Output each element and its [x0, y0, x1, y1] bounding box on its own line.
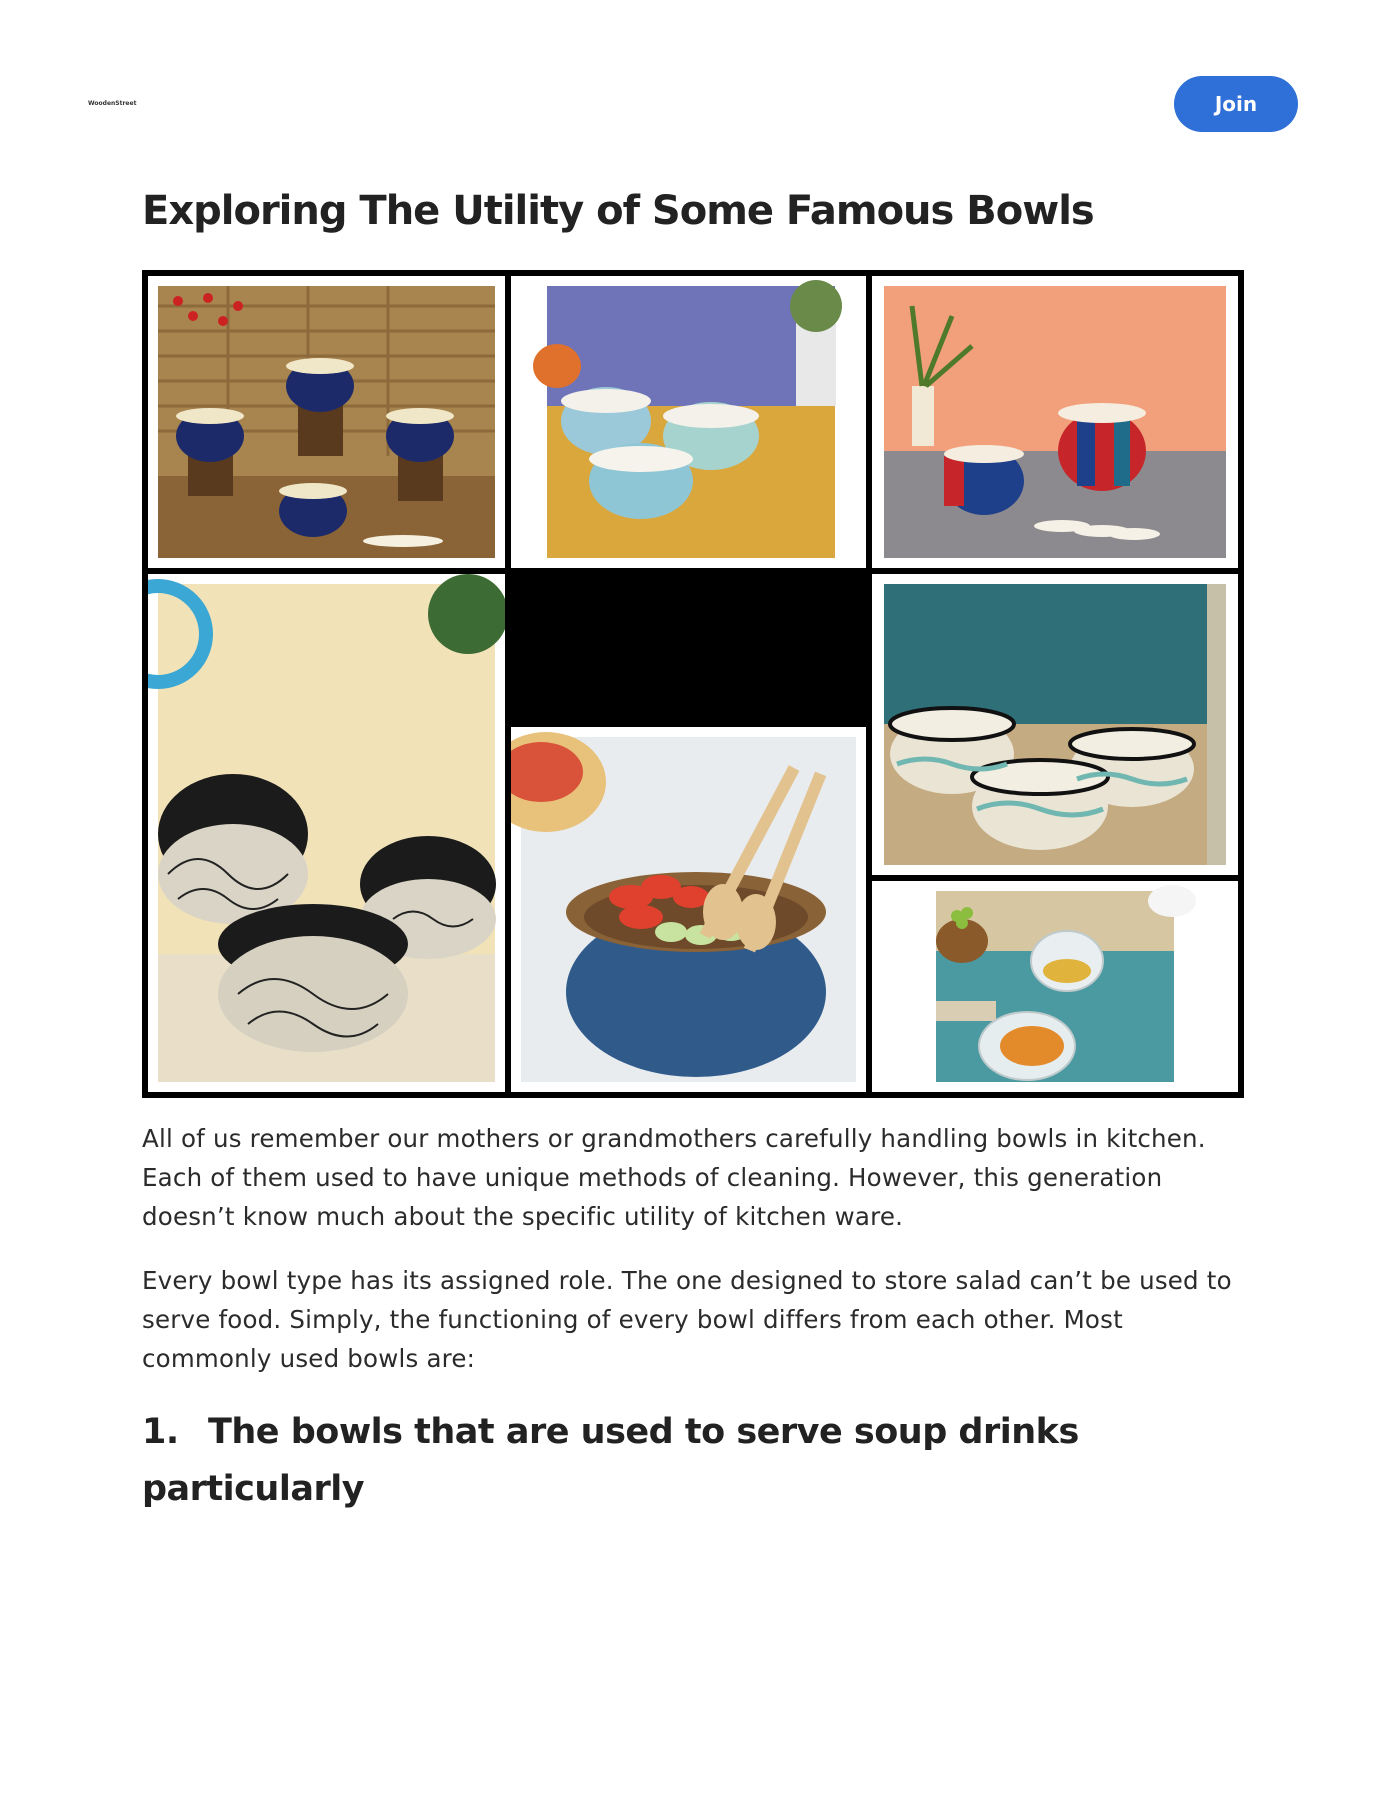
brand-logo[interactable]: WoodenStreet [88, 100, 137, 107]
wooden-salad-bowl-with-servers-photo [511, 727, 866, 1092]
glass-serving-bowls-photo [872, 881, 1238, 1092]
article-title: Exploring The Utility of Some Famous Bowls [142, 188, 1094, 234]
black-floral-ceramic-bowls-photo [148, 574, 505, 1092]
teal-wave-bowls-photo [872, 574, 1238, 875]
join-button[interactable]: Join [1174, 76, 1298, 132]
pastel-stripe-bowls-photo [511, 276, 866, 568]
red-blue-striped-soup-mugs-photo [872, 276, 1238, 568]
bowls-collage [142, 270, 1244, 1098]
section-number: 1. [142, 1412, 179, 1452]
section-heading [142, 1404, 1152, 1518]
bowl-types-paragraph: Every bowl type has its assigned role. The one designed to store salad can’t be used to serve food. Simply, the functioning of every bowl differs from each other. Most commonly used bowls are: [142, 1266, 1232, 1373]
blue-moroccan-soup-mugs-photo [148, 276, 505, 568]
intro-paragraph: All of us remember our mothers or grandmothers carefully handling bowls in kitchen. Each of them used to have unique methods of cleaning. However, this generation doesn’t know much about the specific utility of kitchen ware. [142, 1124, 1206, 1231]
section-heading-text: The bowls that are used to serve soup drinks particularly [142, 1412, 1079, 1509]
